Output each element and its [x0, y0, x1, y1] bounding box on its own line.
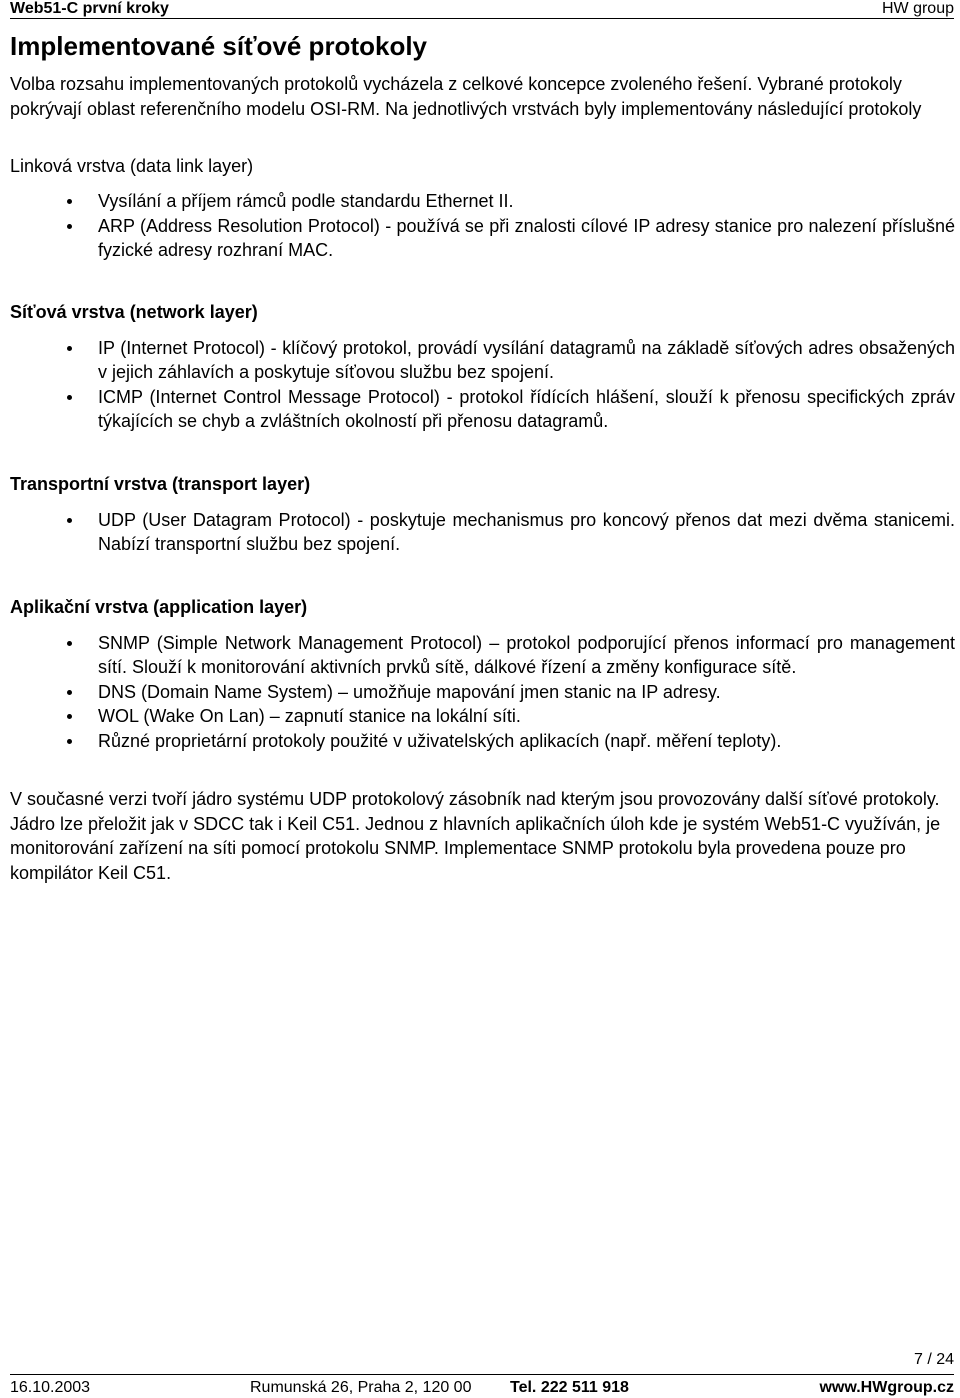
list-item: [10, 704, 955, 729]
section-list-data-link: [10, 189, 955, 263]
footer-telephone: Tel. 222 511 918: [510, 1379, 629, 1396]
footer-row: [10, 1374, 954, 1397]
list-item-text: ARP (Address Resolution Protocol) - používá se při znalosti cílové IP adresy stanice pro nalezení příslušné fyzické adresy rozhraní MAC.: [98, 215, 955, 260]
bullet-icon: [67, 739, 72, 744]
bullet-icon: [67, 714, 72, 719]
bullet-icon: [67, 641, 72, 646]
page-number: 7 / 24: [913, 1351, 954, 1368]
list-item: [10, 385, 955, 434]
list-item: [10, 729, 955, 754]
page-footer: [10, 1350, 954, 1397]
footer-date: 16.10.2003: [10, 1379, 91, 1396]
list-item: [10, 214, 955, 263]
list-item: [10, 336, 955, 385]
page-header: [10, 0, 954, 19]
footer-address: Rumunská 26, Praha 2, 120 00: [250, 1379, 472, 1396]
list-item-text: ICMP (Internet Control Message Protocol) - protokol řídících hlášení, slouží k přenosu specifických zpráv týkajících se chyb a zvláštních okolností při přenosu datagramů.: [98, 386, 955, 431]
bullet-icon: [67, 518, 72, 523]
list-item-text: DNS (Domain Name System) – umožňuje mapování jmen stanic na IP adresy.: [98, 681, 721, 702]
list-item-text: SNMP (Simple Network Management Protocol) – protokol podporující přenos informací pro management sítí. Slouží k monitorování aktivních prvků sítě, dálkové řízení a změny konfigurace sítě.: [98, 632, 955, 677]
bullet-icon: [67, 690, 72, 695]
list-item: [10, 189, 955, 214]
list-item-text: IP (Internet Protocol) - klíčový protokol, provádí vysílání datagramů na základě síťových adres obsažených v jejich záhlavích a poskytuje síťovou službu bez spojení.: [98, 337, 955, 382]
section-heading-network: Síťová vrstva (network layer): [10, 301, 258, 322]
list-item: [10, 680, 955, 705]
page-content: [10, 30, 955, 885]
section-heading-data-link: Linková vrstva (data link layer): [10, 156, 254, 176]
closing-paragraph: V současné verzi tvoří jádro systému UDP protokolový zásobník nad kterým jsou provozovány další síťové protokoly. Jádro lze přeložit jak v SDCC tak i Keil C51. Jednou z hlavních aplikačních úloh kde je systém Web51-C využíván, je monitorování zařízení na síti pomocí protokolu SNMP. Implementace SNMP protokolu byla provedena pouze pro kompilátor Keil C51.: [10, 789, 941, 883]
bullet-icon: [67, 199, 72, 204]
section-list-network: [10, 336, 955, 434]
section-list-transport: [10, 508, 955, 557]
list-item-text: WOL (Wake On Lan) – zapnutí stanice na lokální síti.: [98, 706, 521, 726]
bullet-icon: [67, 224, 72, 229]
list-item: [10, 508, 955, 557]
section-list-application: [10, 631, 955, 754]
section-heading-transport: Transportní vrstva (transport layer): [10, 473, 311, 494]
list-item-text: Vysílání a příjem rámců podle standardu Ethernet II.: [98, 191, 514, 211]
footer-website: www.HWgroup.cz: [819, 1379, 954, 1396]
intro-paragraph: Volba rozsahu implementovaných protokolů vycházela z celkové koncepce zvoleného řešení. Vybrané protokoly pokrývají oblast referenčního modelu OSI-RM. Na jednotlivých vrstvách byly implementovány následující protokoly: [10, 74, 922, 119]
section-heading-application: Aplikační vrstva (application layer): [10, 596, 308, 617]
bullet-icon: [67, 346, 72, 351]
list-item: [10, 631, 955, 680]
header-document-title: Web51-C první kroky: [10, 0, 169, 17]
header-company: HW group: [881, 0, 954, 17]
bullet-icon: [67, 395, 72, 400]
list-item-text: UDP (User Datagram Protocol) - poskytuje mechanismus pro koncový přenos dat mezi dvěma stanicemi. Nabízí transportní službu bez spojení.: [98, 509, 955, 554]
list-item-text: Různé proprietární protokoly použité v uživatelských aplikacích (např. měření teploty).: [98, 730, 782, 751]
page-title: Implementované síťové protokoly: [10, 31, 428, 61]
